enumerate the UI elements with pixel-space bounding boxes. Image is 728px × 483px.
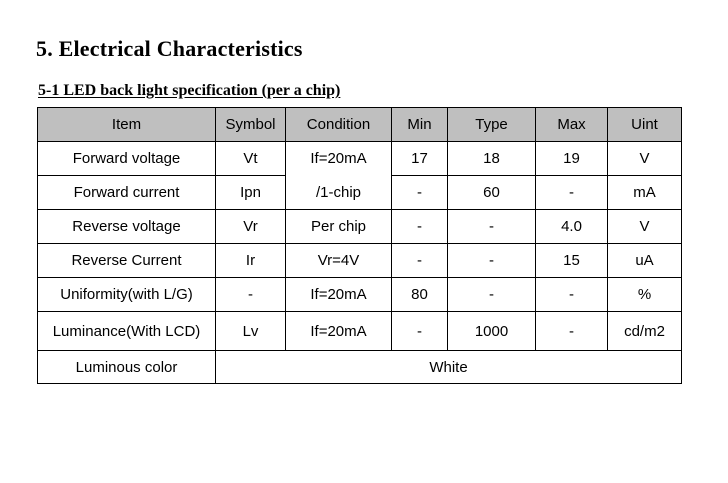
cell-min: - xyxy=(392,176,448,210)
cell-luminous-color-value: White xyxy=(216,351,682,384)
cell-condition: If=20mA xyxy=(286,142,392,176)
cell-min: - xyxy=(392,312,448,351)
cell-type: 1000 xyxy=(448,312,536,351)
cell-item: Forward voltage xyxy=(38,142,216,176)
cell-unit: V xyxy=(608,210,682,244)
table-row xyxy=(38,210,682,244)
cell-max: 4.0 xyxy=(536,210,608,244)
cell-symbol: Vr xyxy=(216,210,286,244)
cell-max: 15 xyxy=(536,244,608,278)
column-header-max: Max xyxy=(536,108,608,142)
column-header-symbol: Symbol xyxy=(216,108,286,142)
table-row xyxy=(38,142,682,176)
cell-max: 19 xyxy=(536,142,608,176)
cell-unit: % xyxy=(608,278,682,312)
cell-symbol: Vt xyxy=(216,142,286,176)
cell-item: Forward current xyxy=(38,176,216,210)
table-row xyxy=(38,176,682,210)
cell-item: Luminance(With LCD) xyxy=(38,312,216,351)
cell-unit: uA xyxy=(608,244,682,278)
cell-symbol: Ir xyxy=(216,244,286,278)
cell-item: Reverse voltage xyxy=(38,210,216,244)
table-header-row xyxy=(38,108,682,142)
cell-condition: Vr=4V xyxy=(286,244,392,278)
cell-type: - xyxy=(448,244,536,278)
column-header-unit: Uint xyxy=(608,108,682,142)
cell-symbol: - xyxy=(216,278,286,312)
cell-item: Reverse Current xyxy=(38,244,216,278)
table-row xyxy=(38,312,682,351)
cell-type: 18 xyxy=(448,142,536,176)
cell-max: - xyxy=(536,176,608,210)
cell-symbol: Ipn xyxy=(216,176,286,210)
column-header-condition: Condition xyxy=(286,108,392,142)
cell-unit: cd/m2 xyxy=(608,312,682,351)
column-header-min: Min xyxy=(392,108,448,142)
column-header-type: Type xyxy=(448,108,536,142)
led-spec-table xyxy=(37,107,682,384)
cell-min: 80 xyxy=(392,278,448,312)
section-heading: 5. Electrical Characteristics xyxy=(36,36,303,61)
cell-type: 60 xyxy=(448,176,536,210)
column-header-item: Item xyxy=(38,108,216,142)
cell-item: Luminous color xyxy=(38,351,216,384)
table-row-luminous-color xyxy=(38,351,682,384)
cell-type: - xyxy=(448,278,536,312)
cell-item: Uniformity(with L/G) xyxy=(38,278,216,312)
cell-condition: Per chip xyxy=(286,210,392,244)
cell-type: - xyxy=(448,210,536,244)
cell-max: - xyxy=(536,312,608,351)
cell-unit: mA xyxy=(608,176,682,210)
cell-min: - xyxy=(392,244,448,278)
cell-min: 17 xyxy=(392,142,448,176)
table-row xyxy=(38,278,682,312)
cell-min: - xyxy=(392,210,448,244)
subsection-heading: 5-1 LED back light specification (per a chip) xyxy=(38,82,341,99)
cell-symbol: Lv xyxy=(216,312,286,351)
cell-condition: If=20mA xyxy=(286,278,392,312)
cell-condition: If=20mA xyxy=(286,312,392,351)
cell-max: - xyxy=(536,278,608,312)
cell-condition: /1-chip xyxy=(286,176,392,210)
cell-unit: V xyxy=(608,142,682,176)
table-row xyxy=(38,244,682,278)
